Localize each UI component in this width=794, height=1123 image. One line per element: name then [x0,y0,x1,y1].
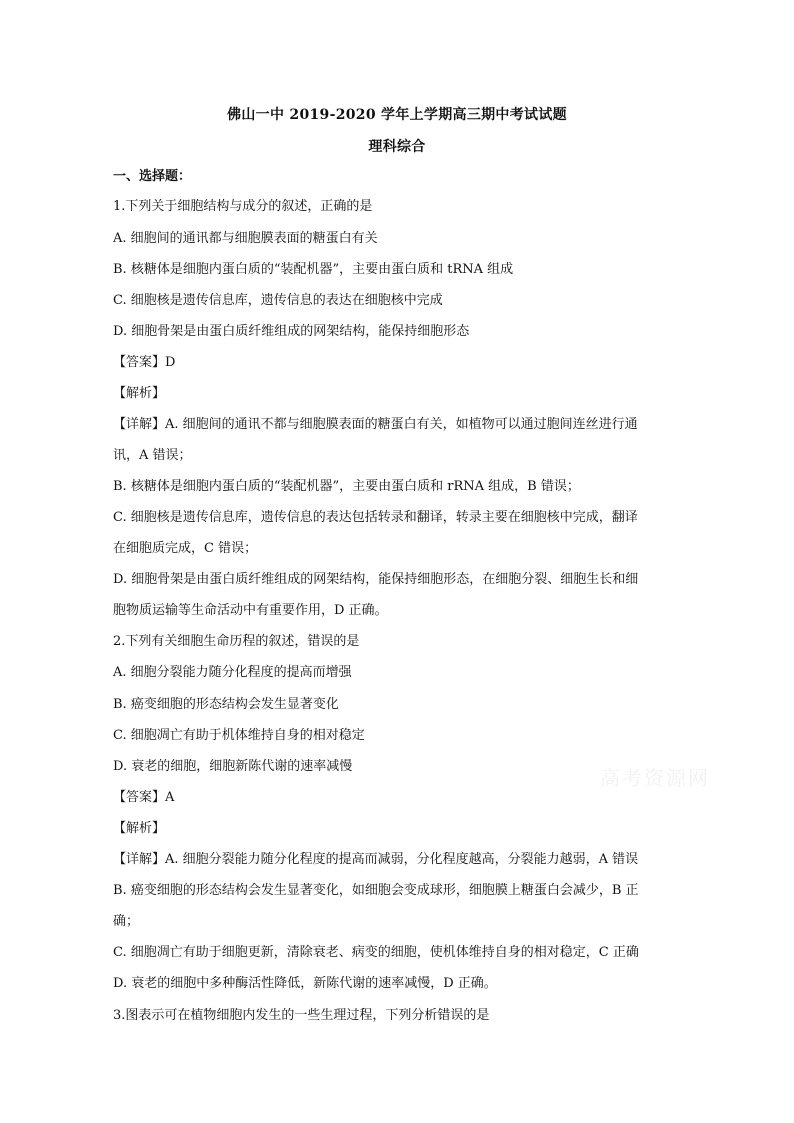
q1-answer: 【答案】D [113,355,176,370]
q1-stem: 1.下列关于细胞结构与成分的叙述，正确的是 [113,199,373,214]
q1-option-b: B. 核糖体是细胞内蛋白质的“装配机器”，主要由蛋白质和 tRNA 组成 [113,262,514,277]
section-heading: 一、选择题： [113,169,192,184]
q2-option-a: A. 细胞分裂能力随分化程度的提高而增强 [113,665,352,680]
q2-detail-line: C. 细胞凋亡有助于细胞更新，清除衰老、病变的细胞，使机体维持自身的相对稳定，C 正确 [113,945,639,960]
q1-detail-line: D. 细胞骨架是由蛋白质纤维组成的网架结构，能保持细胞形态，在细胞分裂、细胞生长和细 [113,572,639,587]
q1-option-a: A. 细胞间的通讯都与细胞膜表面的糖蛋白有关 [113,231,378,246]
page-subtitle: 理科综合 [368,139,426,155]
page-title: 佛山一中 2019-2020 学年上学期高三期中考试试题 [227,107,567,123]
q2-detail-line: D. 衰老的细胞中多种酶活性降低，新陈代谢的速率减慢，D 正确。 [113,976,497,991]
q1-option-c: C. 细胞核是遗传信息库，遗传信息的表达在细胞核中完成 [113,293,443,308]
q1-option-d: D. 细胞骨架是由蛋白质纤维组成的网架结构，能保持细胞形态 [113,324,470,339]
q2-detail-line: B. 癌变细胞的形态结构会发生显著变化，如细胞会变成球形，细胞膜上糖蛋白会减少，B 正 [113,883,639,898]
q2-option-b: B. 癌变细胞的形态结构会发生显著变化 [113,697,339,712]
q2-option-c: C. 细胞凋亡有助于机体维持自身的相对稳定 [113,728,365,743]
q1-detail-line: 【详解】A. 细胞间的通讯不都与细胞膜表面的糖蛋白有关，如植物可以通过胞间连丝进行通 [113,417,638,432]
q1-detail-line: B. 核糖体是细胞内蛋白质的“装配机器”，主要由蛋白质和 rRNA 组成，B 错误； [113,479,580,494]
q2-detail-line: 【详解】A. 细胞分裂能力随分化程度的提高而减弱，分化程度越高，分裂能力越弱，A 错误 [113,852,639,867]
q1-detail-line: 胞物质运输等生命活动中有重要作用，D 正确。 [113,603,388,618]
watermark: 高考资源网 [600,766,710,790]
q1-analysis-label: 【解析】 [113,386,166,401]
q2-detail-line: 确； [113,914,140,929]
q2-answer: 【答案】A [113,790,175,805]
q1-detail-line: 讯，A 错误； [113,448,192,463]
q3-stem: 3.图表示可在植物细胞内发生的一些生理过程，下列分析错误的是 [113,1008,490,1023]
q1-detail-line: C. 细胞核是遗传信息库，遗传信息的表达包括转录和翻译，转录主要在细胞核中完成，翻译 [113,510,638,525]
q2-stem: 2.下列有关细胞生命历程的叙述，错误的是 [113,634,360,649]
q2-analysis-label: 【解析】 [113,821,166,836]
q2-option-d: D. 衰老的细胞，细胞新陈代谢的速率减慢 [113,759,353,774]
q1-detail-line: 在细胞质完成，C 错误； [113,541,258,556]
